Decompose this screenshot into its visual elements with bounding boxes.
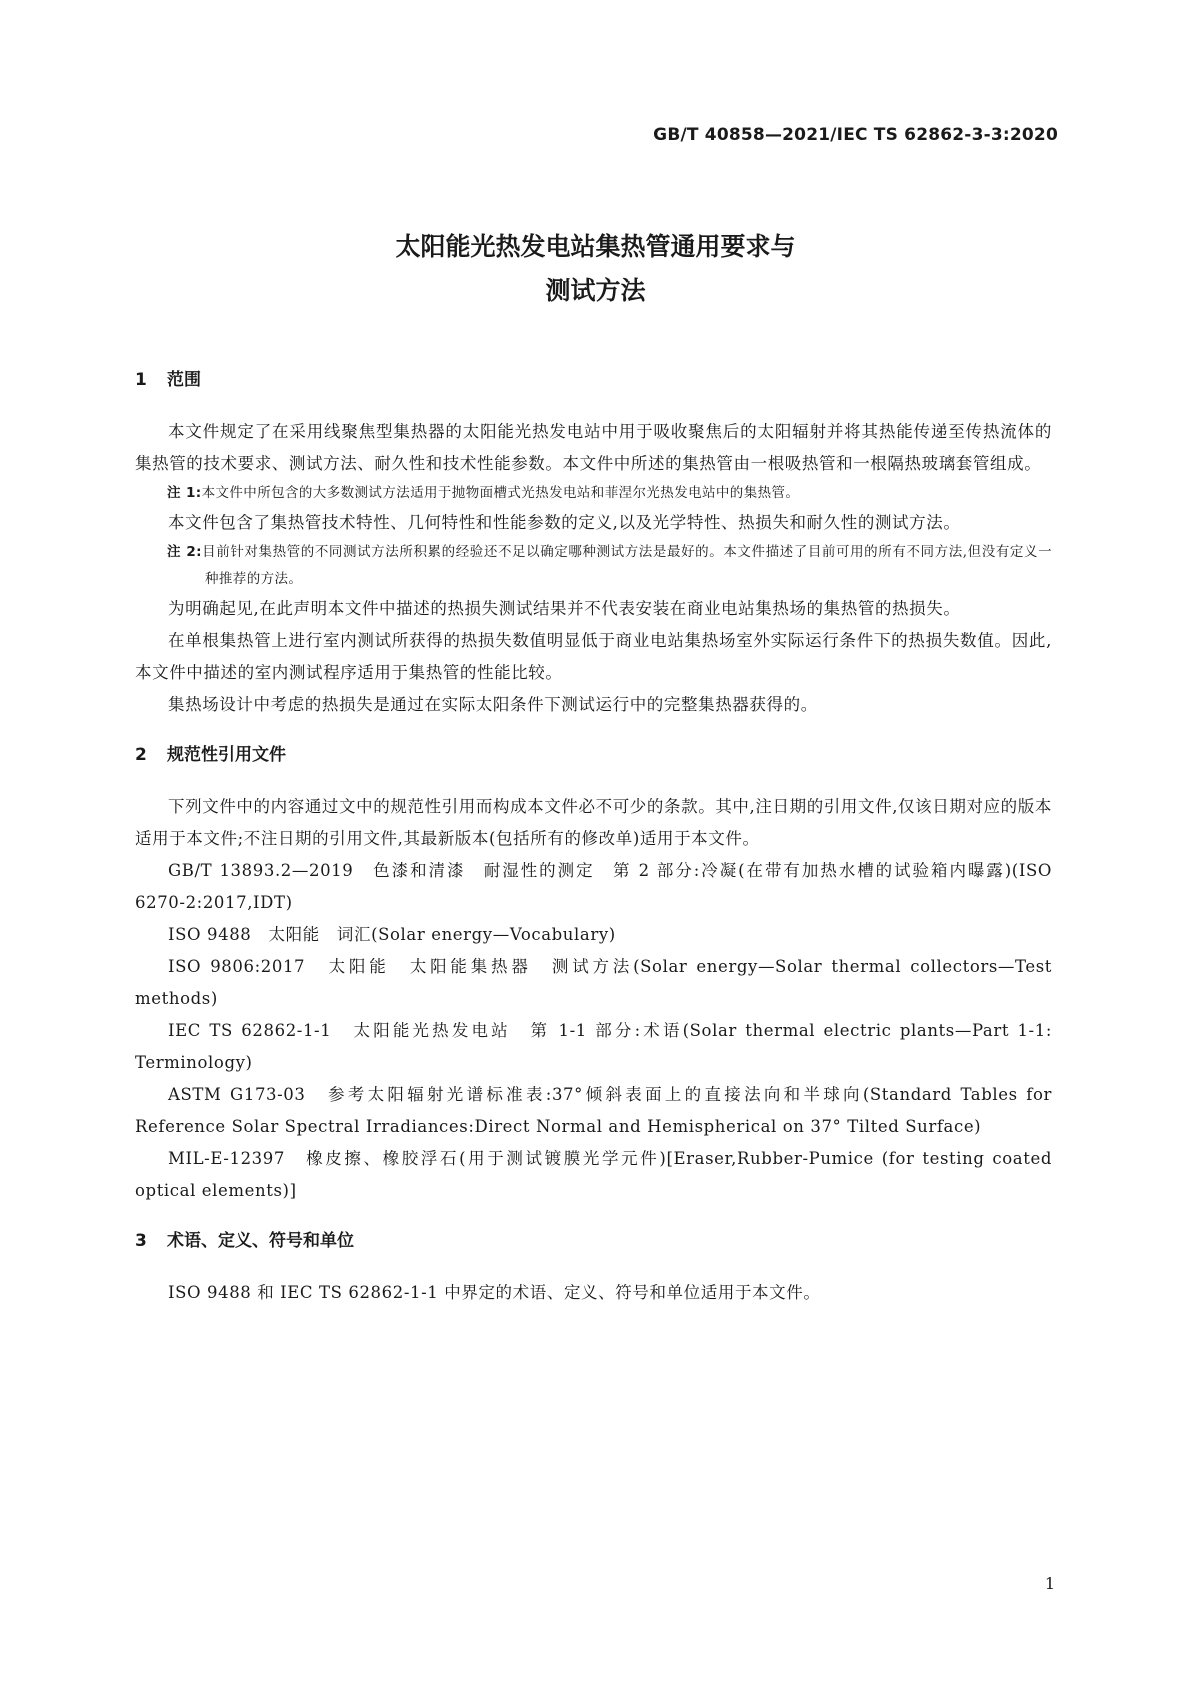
section-2-intro: 下列文件中的内容通过文中的规范性引用而构成本文件必不可少的条款。其中,注日期的引用文件,仅该日期对应的版本适用于本文件;不注日期的引用文件,其最新版本(包括所有的修改单)适用于本文件。: [135, 797, 1052, 848]
note-1: [135, 480, 1052, 507]
section-1-paragraph-5: 集热场设计中考虑的热损失是通过在实际太阳条件下测试运行中的完整集热器获得的。: [168, 695, 818, 714]
section-1-heading: [135, 368, 1052, 392]
section-1-paragraph-2: 本文件包含了集热管技术特性、几何特性和性能参数的定义,以及光学特性、热损失和耐久性的测试方法。: [168, 513, 961, 532]
document-body: [135, 368, 1052, 1309]
reference-item: IEC TS 62862-1-1 太阳能光热发电站 第 1-1 部分:术语(Solar thermal electric plants—Part 1-1: Terminology): [135, 1021, 1052, 1072]
section-3-paragraph-1: ISO 9488 和 IEC TS 62862-1-1 中界定的术语、定义、符号和单位适用于本文件。: [168, 1283, 821, 1302]
section-1-number: 1: [135, 370, 147, 390]
note-1-label: 注 1:: [167, 485, 202, 501]
reference-item: MIL-E-12397 橡皮擦、橡胶浮石(用于测试镀膜光学元件)[Eraser,Rubber-Pumice (for testing coated optical elements)]: [135, 1149, 1052, 1200]
section-2-number: 2: [135, 745, 147, 765]
note-2: [135, 539, 1052, 593]
section-3-number: 3: [135, 1231, 147, 1251]
reference-item: ISO 9806:2017 太阳能 太阳能集热器 测试方法(Solar energy—Solar thermal collectors—Test methods): [135, 957, 1052, 1008]
section-1-title: 范围: [167, 370, 201, 390]
section-1-paragraph-1: 本文件规定了在采用线聚焦型集热器的太阳能光热发电站中用于吸收聚焦后的太阳辐射并将其热能传递至传热流体的集热管的技术要求、测试方法、耐久性和技术性能参数。本文件中所述的集热管由一根吸热管和一根隔热玻璃套管组成。: [135, 422, 1052, 473]
note-1-text: 本文件中所包含的大多数测试方法适用于抛物面槽式光热发电站和菲涅尔光热发电站中的集热管。: [201, 485, 800, 501]
reference-item: ISO 9488 太阳能 词汇(Solar energy—Vocabulary): [168, 925, 616, 944]
standard-code: GB/T 40858—2021/IEC TS 62862-3-3:2020: [653, 125, 1058, 145]
document-title: [0, 225, 1191, 313]
page-number: 1: [1044, 1574, 1055, 1593]
section-2-title: 规范性引用文件: [167, 745, 286, 765]
section-2-heading: [135, 743, 1052, 767]
section-1-paragraph-3: 为明确起见,在此声明本文件中描述的热损失测试结果并不代表安装在商业电站集热场的集热管的热损失。: [168, 599, 961, 618]
reference-item: ASTM G173-03 参考太阳辐射光谱标准表:37°倾斜表面上的直接法向和半球向(Standard Tables for Reference Solar Spectral Irradiances:Direct Normal and Hemispherical on 37° Tilted Surface): [135, 1085, 1052, 1136]
section-3-title: 术语、定义、符号和单位: [167, 1231, 354, 1251]
title-line-2: 测试方法: [545, 276, 646, 305]
section-3-heading: [135, 1229, 1052, 1253]
title-line-1: 太阳能光热发电站集热管通用要求与: [395, 232, 796, 261]
section-1-paragraph-4: 在单根集热管上进行室内测试所获得的热损失数值明显低于商业电站集热场室外实际运行条件下的热损失数值。因此,本文件中描述的室内测试程序适用于集热管的性能比较。: [135, 631, 1052, 682]
reference-item: GB/T 13893.2—2019 色漆和清漆 耐湿性的测定 第 2 部分:冷凝(在带有加热水槽的试验箱内曝露)(ISO 6270-2:2017,IDT): [135, 861, 1052, 912]
note-2-text: 目前针对集热管的不同测试方法所积累的经验还不足以确定哪种测试方法是最好的。本文件描述了目前可用的所有不同方法,但没有定义一种推荐的方法。: [201, 544, 1052, 587]
note-2-label: 注 2:: [167, 544, 202, 560]
